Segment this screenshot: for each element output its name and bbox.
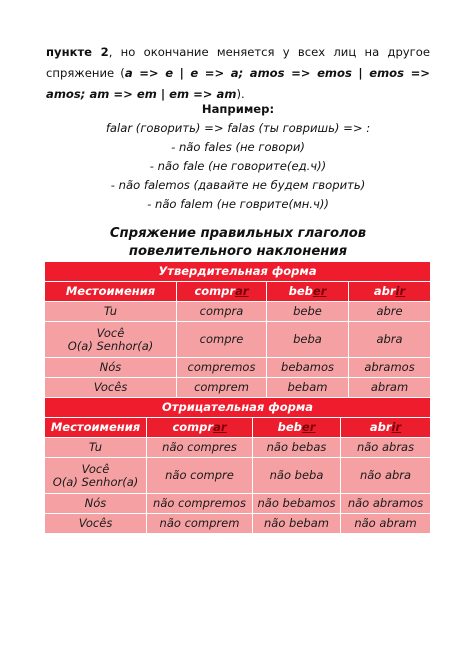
form-cell: não abras [341, 438, 431, 458]
header-abrir: abrir [349, 282, 431, 302]
table-row [45, 378, 431, 398]
form-cell: não comprem [147, 514, 253, 534]
form-cell: compra [177, 302, 267, 322]
table-row [45, 438, 431, 458]
form-cell: não abram [341, 514, 431, 534]
pronoun-cell: Tu [45, 438, 147, 458]
form-cell: não bebam [253, 514, 341, 534]
pronoun-cell: Vocês [45, 514, 147, 534]
examples-heading: Например: [201, 102, 275, 116]
form-cell: compremos [177, 358, 267, 378]
title-line-2: повелительного наклонения [128, 244, 348, 259]
header-beber: beber [253, 418, 341, 438]
form-cell: não bebas [253, 438, 341, 458]
example-line: - não falem (не говрите(мн.ч)) [147, 197, 329, 211]
form-cell: bebamos [267, 358, 349, 378]
form-cell: não abra [341, 458, 431, 494]
form-cell: não bebamos [253, 494, 341, 514]
form-cell: compre [177, 322, 267, 358]
paragraph-close: ). [236, 87, 245, 101]
form-cell: abra [349, 322, 431, 358]
header-comprar: comprar [177, 282, 267, 302]
form-cell: não compremos [147, 494, 253, 514]
form-cell: abre [349, 302, 431, 322]
pronoun-cell: Nós [45, 494, 147, 514]
table-row [45, 322, 431, 358]
pronoun-cell: Tu [45, 302, 177, 322]
table-row [45, 494, 431, 514]
pronoun-cell: Nós [45, 358, 177, 378]
form-cell: bebe [267, 302, 349, 322]
form-cell: beba [267, 322, 349, 358]
table-row [45, 302, 431, 322]
table-row [45, 458, 431, 494]
example-line: - não fale (не говорите(ед.ч)) [149, 159, 327, 173]
paragraph-rule: a => e | e => a; amos => emos | emos => amos; am => em | em => am [46, 66, 430, 101]
form-cell: não beba [253, 458, 341, 494]
affirmative-section-title: Утвердительная форма [45, 262, 431, 282]
negative-section-title: Отрицательная форма [45, 398, 431, 418]
example-line: - não falemos (давайте не будем гворить) [110, 178, 366, 192]
negative-table [44, 397, 431, 534]
header-pronouns: Местоимения [45, 282, 177, 302]
table-row [45, 358, 431, 378]
pronoun-cell: Você O(a) Senhor(a) [45, 322, 177, 358]
paragraph-text: , но окончание меняется у всех лиц на другое спряжение ( [46, 45, 430, 80]
form-cell: abram [349, 378, 431, 398]
form-cell: abramos [349, 358, 431, 378]
form-cell: não abramos [341, 494, 431, 514]
pronoun-cell: Você O(a) Senhor(a) [45, 458, 147, 494]
form-cell: não compres [147, 438, 253, 458]
header-pronouns: Местоимения [45, 418, 147, 438]
header-comprar: comprar [147, 418, 253, 438]
header-beber: beber [267, 282, 349, 302]
pronoun-cell: Vocês [45, 378, 177, 398]
table-row [45, 514, 431, 534]
form-cell: bebam [267, 378, 349, 398]
header-abrir: abrir [341, 418, 431, 438]
form-cell: comprem [177, 378, 267, 398]
intro-paragraph [46, 42, 430, 105]
paragraph-lead: пункте 2 [46, 45, 109, 59]
example-line: falar (говорить) => falas (ты говришь) => : [105, 121, 371, 135]
example-line: - não fales (не говори) [171, 140, 305, 154]
affirmative-table [44, 261, 431, 398]
form-cell: não compre [147, 458, 253, 494]
examples-block [46, 100, 430, 214]
table-title [46, 225, 430, 261]
title-line-1: Спряжение правильных глаголов [109, 226, 367, 241]
